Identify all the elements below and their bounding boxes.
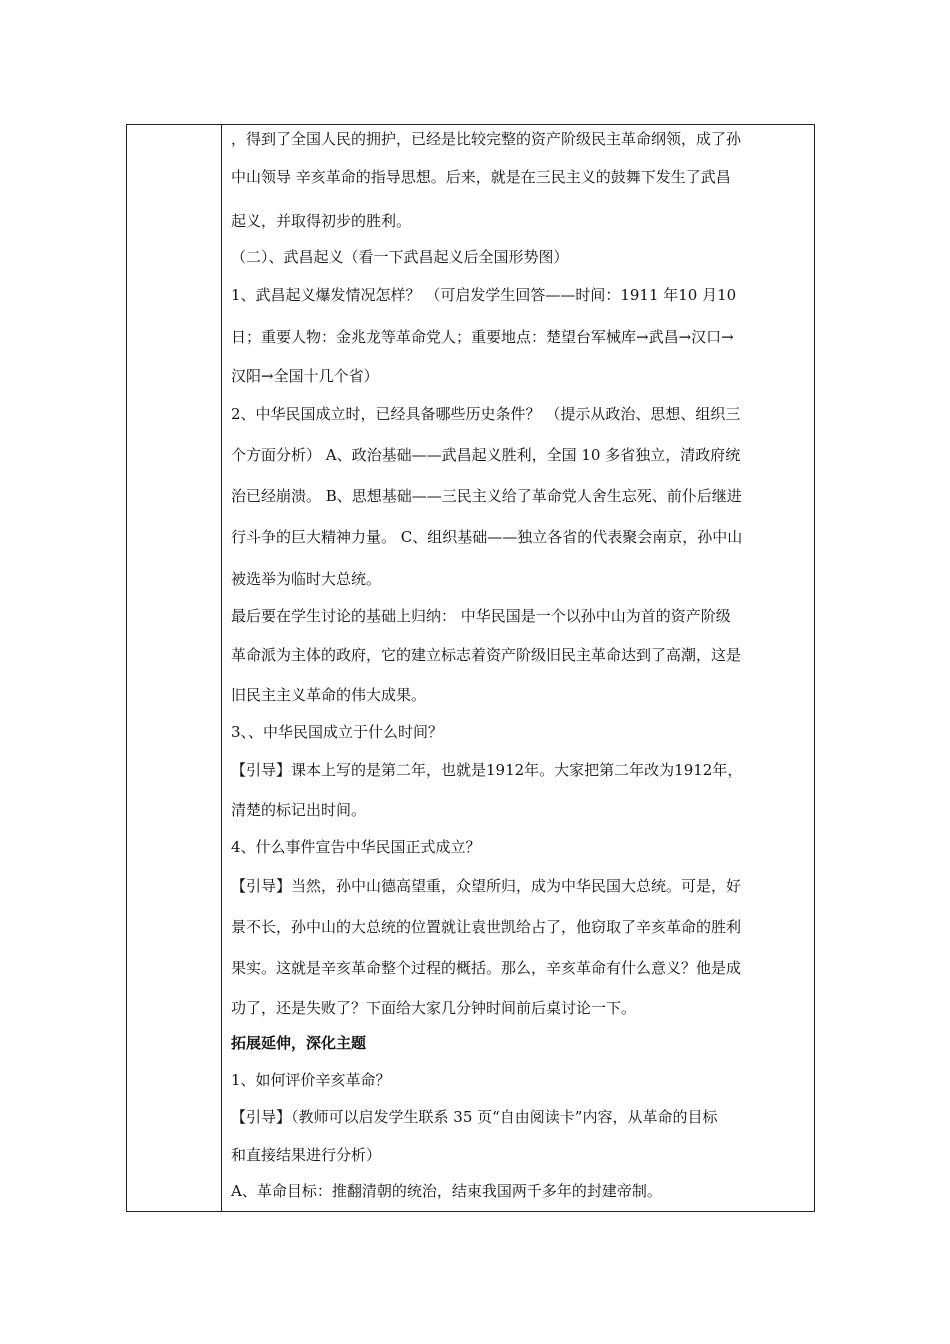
text-line: 【引导】课本上写的是第二年，也就是1912年。大家把第二年改为1912年， xyxy=(231,761,743,779)
text-line: 果实。这就是辛亥革命整个过程的概括。那么，辛亥革命有什么意义？他是成 xyxy=(231,959,742,977)
text-line: 1、武昌起义爆发情况怎样？ （可启发学生回答——时间：1911 年10 月10 xyxy=(231,286,737,304)
text-line: 3、、中华民国成立于什么时间？ xyxy=(231,723,444,741)
text-line: 中山领导 辛亥革命的指导思想。后来，就是在三民主义的鼓舞下发生了武昌 xyxy=(231,168,731,186)
table-left-column xyxy=(127,125,222,1211)
text-line: 旧民主主义革命的伟大成果。 xyxy=(231,686,427,704)
text-line: 1、如何评价辛亥革命？ xyxy=(231,1071,391,1089)
text-line: 治已经崩溃。 B、思想基础——三民主义给了革命党人舍生忘死、前仆后继进 xyxy=(231,487,742,505)
text-line: 【引导】当然，孙中山德高望重，众望所归，成为中华民国大总统。可是，好 xyxy=(231,877,742,895)
text-line: 被选举为临时大总统。 xyxy=(231,570,382,588)
text-line: 景不长，孙中山的大总统的位置就让袁世凯给占了，他窃取了辛亥革命的胜利 xyxy=(231,918,742,936)
text-line: 汉阳→全国十几个省） xyxy=(231,367,379,385)
text-line: 【引导】（教师可以启发学生联系 35 页“自由阅读卡”内容，从革命的目标 xyxy=(231,1108,718,1126)
text-line: 最后要在学生讨论的基础上归纳： 中华民国是一个以孙中山为首的资产阶级 xyxy=(231,607,731,625)
text-line: 和直接结果进行分析） xyxy=(231,1146,382,1164)
text-line: A、革命目标：推翻清朝的统治，结束我国两千多年的封建帝制。 xyxy=(231,1182,662,1200)
text-line: 日；重要人物：金兆龙等革命党人；重要地点：楚望台军械库→武昌→汉口→ xyxy=(231,328,734,346)
text-line: 起义，并取得初步的胜利。 xyxy=(231,212,412,230)
text-line: 革命派为主体的政府，它的建立标志着资产阶级旧民主革命达到了高潮，这是 xyxy=(231,646,742,664)
section-heading-bold: 拓展延伸，深化主题 xyxy=(231,1034,367,1052)
section-heading: （二）、武昌起义（看一下武昌起义后全国形势图） xyxy=(231,248,569,266)
text-line: 清楚的标记出时间。 xyxy=(231,801,367,819)
text-line: 功了，还是失败了？下面给大家几分钟时间前后桌讨论一下。 xyxy=(231,999,637,1017)
text-line: 4、什么事件宣告中华民国正式成立？ xyxy=(231,838,481,856)
lesson-table xyxy=(126,124,815,1212)
text-line: 个方面分析） A、政治基础——武昌起义胜利，全国 10 多省独立，清政府统 xyxy=(231,446,741,464)
text-line: 2、中华民国成立时，已经具备哪些历史条件？ （提示从政治、思想、组织三 xyxy=(231,405,741,423)
text-line: ，得到了全国人民的拥护，已经是比较完整的资产阶级民主革命纲领，成了孙 xyxy=(231,130,742,148)
text-line: 行斗争的巨大精神力量。 C、组织基础——独立各省的代表聚会南京，孙中山 xyxy=(231,528,743,546)
